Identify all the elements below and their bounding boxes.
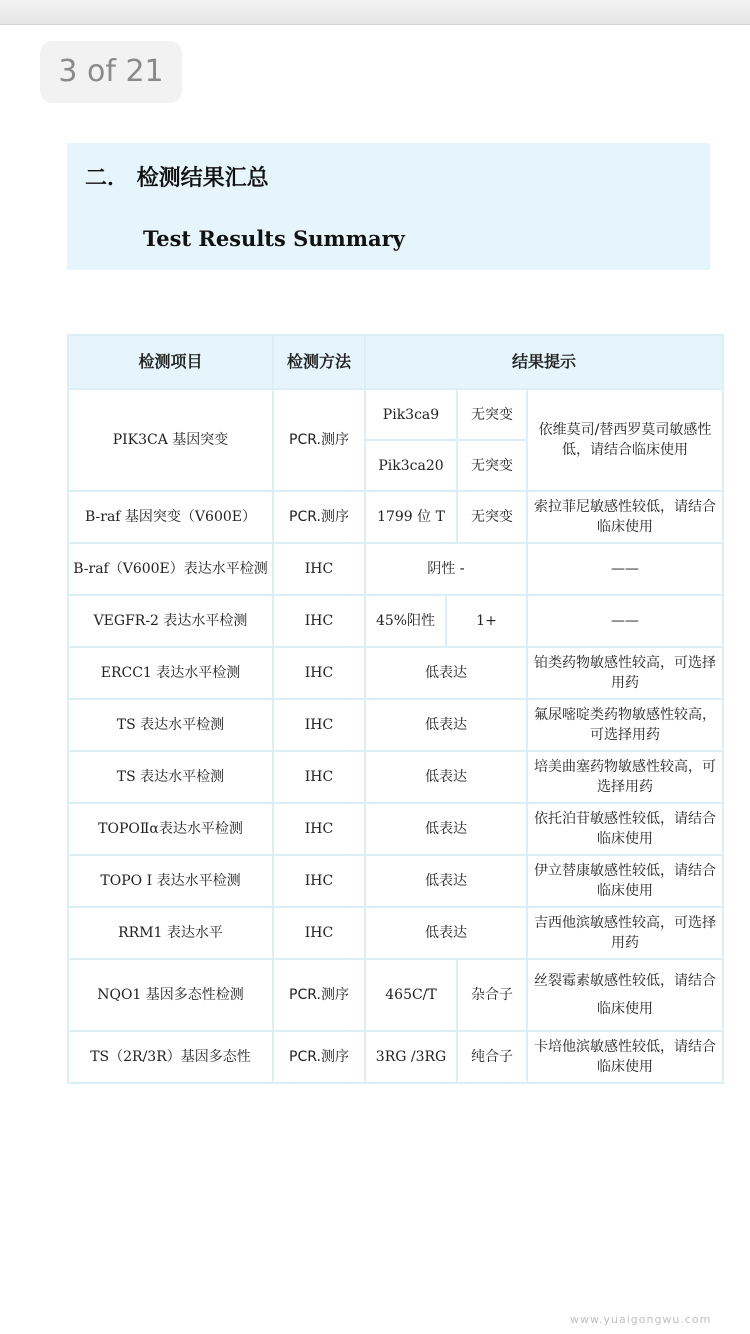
cell-method: IHC bbox=[273, 803, 365, 855]
cell-method: IHC bbox=[273, 595, 365, 647]
cell-note: 依托泊苷敏感性较低，请结合临床使用 bbox=[527, 803, 723, 855]
table-row bbox=[68, 1031, 723, 1083]
cell-method: PCR.测序 bbox=[273, 389, 365, 491]
cell-item: B-raf（V600E）表达水平检测 bbox=[68, 543, 273, 595]
table-row bbox=[68, 959, 723, 1031]
cell-sub: 1799 位 T bbox=[365, 491, 457, 543]
cell-note: 铂类药物敏感性较高，可选择用药 bbox=[527, 647, 723, 699]
section-title-cn: 二． 检测结果汇总 bbox=[85, 166, 269, 191]
cell-method: PCR.测序 bbox=[273, 959, 365, 1031]
cell-result: 低表达 bbox=[365, 803, 527, 855]
table-row bbox=[68, 803, 723, 855]
cell-note: 伊立替康敏感性较低，请结合临床使用 bbox=[527, 855, 723, 907]
table-row bbox=[68, 491, 723, 543]
cell-method: IHC bbox=[273, 751, 365, 803]
cell-method: PCR.测序 bbox=[273, 1031, 365, 1083]
cell-sub: 3RG /3RG bbox=[365, 1031, 457, 1083]
cell-note: 氟尿嘧啶类药物敏感性较高，可选择用药 bbox=[527, 699, 723, 751]
results-table bbox=[67, 334, 724, 1084]
cell-result: 低表达 bbox=[365, 907, 527, 959]
cell-item: PIK3CA 基因突变 bbox=[68, 389, 273, 491]
table-row bbox=[68, 595, 723, 647]
cell-note: —— bbox=[527, 543, 723, 595]
table-row bbox=[68, 907, 723, 959]
cell-note: 卡培他滨敏感性较低，请结合临床使用 bbox=[527, 1031, 723, 1083]
cell-item: TS（2R/3R）基因多态性 bbox=[68, 1031, 273, 1083]
table-row bbox=[68, 389, 723, 440]
section-header bbox=[67, 143, 710, 270]
cell-method: PCR.测序 bbox=[273, 491, 365, 543]
cell-sub-result: 无突变 bbox=[457, 491, 527, 543]
cell-result: 低表达 bbox=[365, 751, 527, 803]
cell-note: 索拉菲尼敏感性较低，请结合临床使用 bbox=[527, 491, 723, 543]
cell-item: B-raf 基因突变（V600E） bbox=[68, 491, 273, 543]
cell-item: TOPO Ⅰ 表达水平检测 bbox=[68, 855, 273, 907]
cell-sub: Pik3ca20 bbox=[365, 440, 457, 491]
cell-sub-result: 1+ bbox=[446, 595, 527, 647]
cell-result: 低表达 bbox=[365, 647, 527, 699]
cell-sub: Pik3ca9 bbox=[365, 389, 457, 440]
table-row bbox=[68, 751, 723, 803]
page-indicator: 3 of 21 bbox=[40, 41, 182, 103]
cell-sub: 45%阳性 bbox=[365, 595, 446, 647]
table-row bbox=[68, 855, 723, 907]
cell-sub: 465C/T bbox=[365, 959, 457, 1031]
cell-note: —— bbox=[527, 595, 723, 647]
header-method: 检测方法 bbox=[273, 335, 365, 389]
cell-item: TS 表达水平检测 bbox=[68, 699, 273, 751]
cell-note: 丝裂霉素敏感性较低，请结合临床使用 bbox=[527, 959, 723, 1031]
table-row bbox=[68, 647, 723, 699]
cell-sub-result: 无突变 bbox=[457, 440, 527, 491]
viewer-top-bar bbox=[0, 0, 750, 25]
cell-item: NQO1 基因多态性检测 bbox=[68, 959, 273, 1031]
cell-item: VEGFR-2 表达水平检测 bbox=[68, 595, 273, 647]
cell-method: IHC bbox=[273, 543, 365, 595]
table-header-row bbox=[68, 335, 723, 389]
cell-item: RRM1 表达水平 bbox=[68, 907, 273, 959]
cell-result: 低表达 bbox=[365, 699, 527, 751]
table-row bbox=[68, 543, 723, 595]
cell-sub-result: 纯合子 bbox=[457, 1031, 527, 1083]
table-row bbox=[68, 699, 723, 751]
cell-item: TOPOⅡα表达水平检测 bbox=[68, 803, 273, 855]
cell-note: 培美曲塞药物敏感性较高，可选择用药 bbox=[527, 751, 723, 803]
cell-method: IHC bbox=[273, 647, 365, 699]
cell-method: IHC bbox=[273, 907, 365, 959]
watermark: www.yuaigongwu.com bbox=[570, 1313, 712, 1326]
cell-method: IHC bbox=[273, 855, 365, 907]
cell-item: ERCC1 表达水平检测 bbox=[68, 647, 273, 699]
cell-result: 阴性 - bbox=[365, 543, 527, 595]
section-title-en: Test Results Summary bbox=[143, 226, 405, 251]
header-item: 检测项目 bbox=[68, 335, 273, 389]
cell-note: 吉西他滨敏感性较高，可选择用药 bbox=[527, 907, 723, 959]
cell-note: 依维莫司/替西罗莫司敏感性低，请结合临床使用 bbox=[527, 389, 723, 491]
header-result: 结果提示 bbox=[365, 335, 723, 389]
cell-sub-result: 杂合子 bbox=[457, 959, 527, 1031]
cell-item: TS 表达水平检测 bbox=[68, 751, 273, 803]
cell-sub-result: 无突变 bbox=[457, 389, 527, 440]
cell-method: IHC bbox=[273, 699, 365, 751]
cell-result: 低表达 bbox=[365, 855, 527, 907]
